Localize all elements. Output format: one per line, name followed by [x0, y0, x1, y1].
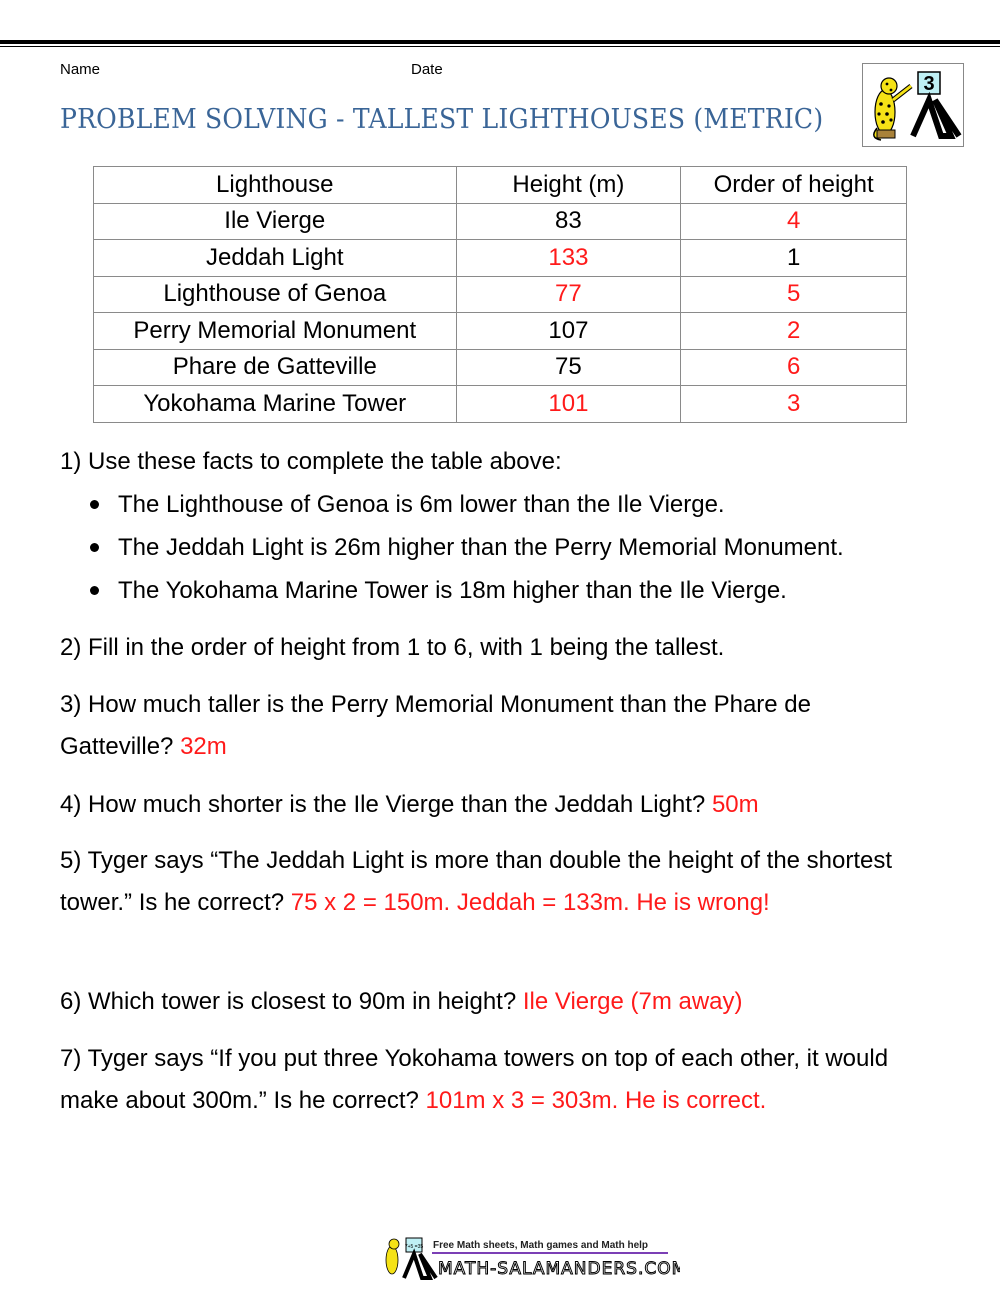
table-row: [94, 313, 907, 350]
table-row: [94, 203, 907, 240]
lighthouse-name: Yokohama Marine Tower: [94, 386, 457, 423]
column-header-lighthouse: Lighthouse: [94, 167, 457, 204]
fact-item: The Yokohama Marine Tower is 18m higher than the Ile Vierge.: [88, 569, 844, 612]
footer-logo: [380, 1234, 680, 1284]
lighthouse-order-answer: 4: [681, 203, 907, 240]
lighthouse-order-answer: 3: [681, 386, 907, 423]
lighthouse-order-answer: 6: [681, 349, 907, 386]
question-4: [60, 784, 940, 826]
question-6-answer: Ile Vierge (7m away): [522, 988, 743, 1015]
question-3-answer: 32m: [180, 733, 227, 760]
lighthouse-name: Phare de Gatteville: [94, 349, 457, 386]
table-row: [94, 386, 907, 423]
lighthouse-height-answer: 101: [456, 386, 681, 423]
lighthouse-name: Jeddah Light: [94, 240, 457, 277]
fact-item: The Jeddah Light is 26m higher than the Perry Memorial Monument.: [88, 526, 844, 569]
question-1: 1) Use these facts to complete the table above:: [60, 448, 562, 475]
fact-item: The Lighthouse of Genoa is 6m lower than the Ile Vierge.: [88, 483, 844, 526]
lighthouse-height-answer: 133: [456, 240, 681, 277]
salamander-logo: [862, 63, 964, 147]
name-label: Name: [60, 61, 101, 78]
question-5-text: 5) Tyger says “The Jeddah Light is more than double the height of the shortest tower.” Is he correct?: [60, 847, 893, 916]
lighthouse-order-answer: 5: [681, 276, 907, 313]
question-7: [60, 1038, 950, 1122]
lighthouse-height: 83: [456, 203, 681, 240]
lighthouse-height: 107: [456, 313, 681, 350]
math-salamanders-logo-icon: [380, 1234, 680, 1284]
question-7-text: 7) Tyger says “If you put three Yokohama towers on top of each other, it would make about 300m.” Is he correct?: [60, 1045, 889, 1114]
lighthouse-table: [93, 166, 907, 423]
svg-text:3: 3: [923, 73, 935, 95]
svg-text:7+5 =35: 7+5 =35: [404, 1244, 424, 1250]
facts-list: [88, 483, 844, 612]
lighthouse-order: 1: [681, 240, 907, 277]
question-4-answer: 50m: [711, 791, 759, 818]
question-5-answer: 75 x 2 = 150m. Jeddah = 133m. He is wrong!: [290, 889, 770, 916]
table-row: [94, 276, 907, 313]
question-7-answer: 101m x 3 = 303m. He is correct.: [425, 1087, 767, 1114]
salamander-easel-icon: [863, 64, 963, 146]
header-rule-thick: [0, 40, 1000, 44]
question-3-text: 3) How much taller is the Perry Memorial Monument than the Phare de Gatteville?: [60, 691, 811, 760]
svg-text:MATH-SALAMANDERS.COM: MATH-SALAMANDERS.COM: [438, 1259, 680, 1279]
column-header-order: Order of height: [681, 167, 907, 204]
date-label: Date: [411, 61, 443, 78]
question-6-text: 6) Which tower is closest to 90m in height?: [60, 988, 517, 1015]
table-header-row: [94, 167, 907, 204]
question-4-text: 4) How much shorter is the Ile Vierge than the Jeddah Light?: [60, 791, 706, 818]
question-6: [60, 981, 940, 1023]
lighthouse-name: Lighthouse of Genoa: [94, 276, 457, 313]
lighthouse-height: 75: [456, 349, 681, 386]
header-rule-thin: [0, 46, 1000, 47]
page-title: PROBLEM SOLVING - TALLEST LIGHTHOUSES (METRIC): [60, 104, 824, 135]
table-row: [94, 240, 907, 277]
svg-text:Free Math sheets, Math games a: Free Math sheets, Math games and Math help: [433, 1240, 649, 1251]
lighthouse-name: Perry Memorial Monument: [94, 313, 457, 350]
question-5: [60, 840, 910, 924]
question-2: 2) Fill in the order of height from 1 to 6, with 1 being the tallest.: [60, 634, 725, 661]
lighthouse-name: Ile Vierge: [94, 203, 457, 240]
question-3: [60, 684, 930, 768]
lighthouse-order-answer: 2: [681, 313, 907, 350]
lighthouse-height-answer: 77: [456, 276, 681, 313]
column-header-height: Height (m): [456, 167, 681, 204]
table-row: [94, 349, 907, 386]
